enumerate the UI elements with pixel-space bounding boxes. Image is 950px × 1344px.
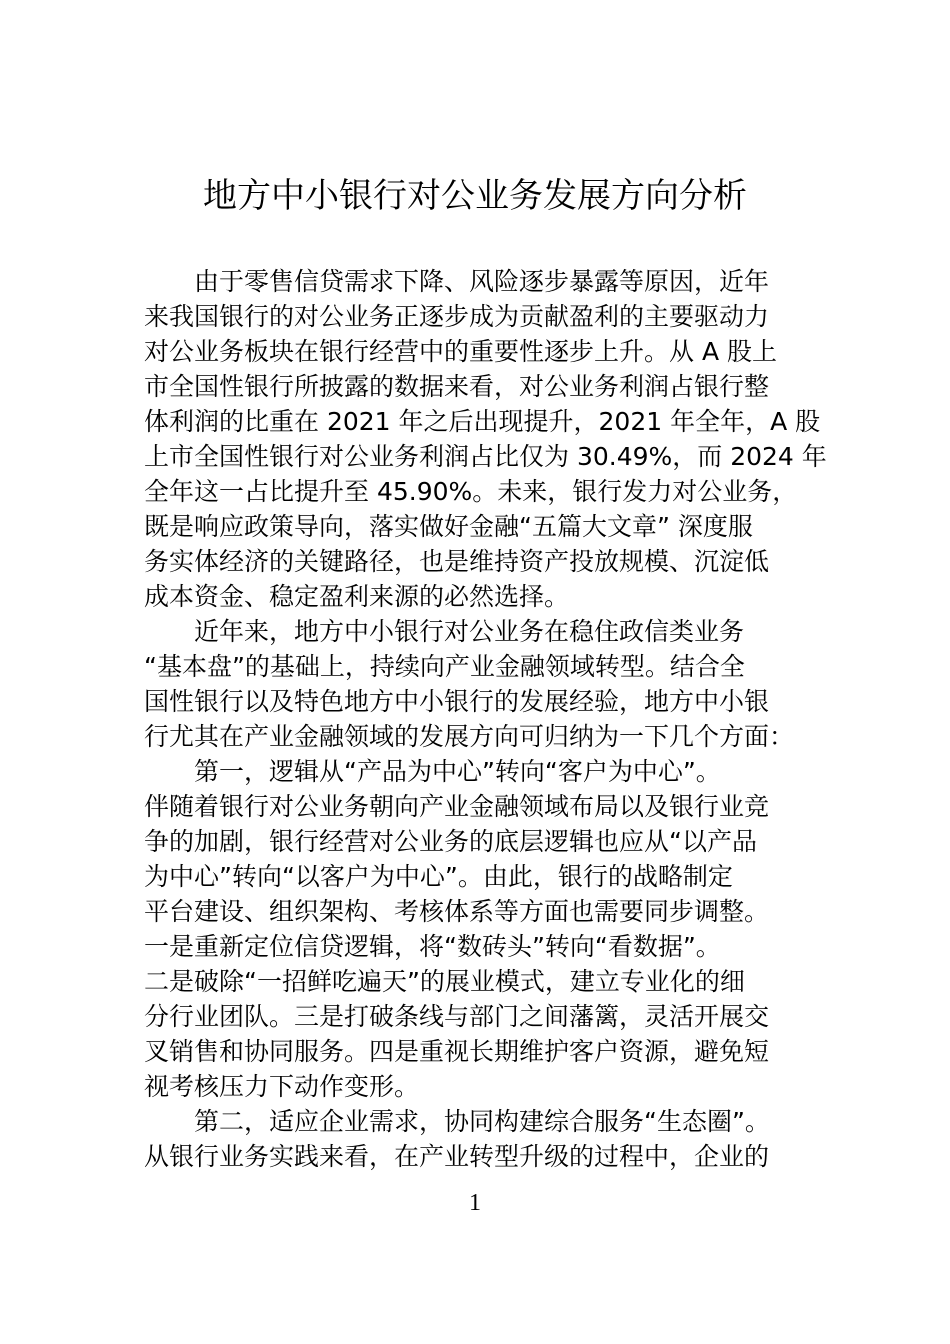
paragraph-line: 对公业务板块在银行经营中的重要性逐步上升。从 A 股上 [144, 337, 777, 366]
paragraph-line: 平台建设、组织架构、考核体系等方面也需要同步调整。 [144, 897, 770, 926]
paragraph-line: 视考核压力下动作变形。 [144, 1072, 420, 1101]
paragraph-line: 体利润的比重在 2021 年之后出现提升，2021 年全年，A 股 [144, 407, 821, 436]
paragraph-line: 近年来，地方中小银行对公业务在稳住政信类业务 [194, 617, 745, 646]
paragraph-line: 二是破除“一招鲜吃遍天”的展业模式，建立专业化的细 [144, 967, 745, 996]
paragraph-line: 市全国性银行所披露的数据来看，对公业务利润占银行整 [144, 372, 770, 401]
page-number: 1 [469, 1190, 481, 1216]
paragraph-line: 争的加剧，银行经营对公业务的底层逻辑也应从“以产品 [144, 827, 757, 856]
paragraph-line: 既是响应政策导向，落实做好金融“五篇大文章” 深度服 [144, 512, 753, 541]
paragraph-line: 成本资金、稳定盈利来源的必然选择。 [144, 582, 570, 611]
paragraph-line: 伴随着银行对公业务朝向产业金融领域布局以及银行业竞 [144, 792, 770, 821]
paragraph-line: 第二，适应企业需求，协同构建综合服务“生态圈”。 [194, 1107, 770, 1136]
paragraph-line: 为中心”转向“以客户为中心”。由此，银行的战略制定 [144, 862, 733, 891]
paragraph-line: 国性银行以及特色地方中小银行的发展经验，地方中小银 [144, 687, 770, 716]
paragraph-line: 上市全国性银行对公业务利润占比仅为 30.49%，而 2024 年 [144, 442, 827, 471]
document-body [144, 264, 827, 1174]
paragraph-line: 由于零售信贷需求下降、风险逐步暴露等原因，近年 [194, 267, 770, 296]
paragraph-line: 从银行业务实践来看，在产业转型升级的过程中，企业的 [144, 1142, 770, 1171]
paragraph-line: “基本盘”的基础上，持续向产业金融领域转型。结合全 [144, 652, 745, 681]
paragraph-line: 行尤其在产业金融领域的发展方向可归纳为一下几个方面： [144, 722, 795, 751]
paragraph-line: 一是重新定位信贷逻辑，将“数砖头”转向“看数据”。 [144, 932, 721, 961]
paragraph-line: 第一，逻辑从“产品为中心”转向“客户为中心”。 [194, 757, 721, 786]
paragraph-line: 分行业团队。三是打破条线与部门之间藩篱，灵活开展交 [144, 1002, 770, 1031]
paragraph-line: 来我国银行的对公业务正逐步成为贡献盈利的主要驱动力 [144, 302, 770, 331]
paragraph-line: 务实体经济的关键路径，也是维持资产投放规模、沉淀低 [144, 547, 770, 576]
document-title: 地方中小银行对公业务发展方向分析 [203, 176, 747, 216]
paragraph-line: 全年这一占比提升至 45.90%。未来，银行发力对公业务， [144, 477, 798, 506]
paragraph-line: 叉销售和协同服务。四是重视长期维护客户资源，避免短 [144, 1037, 770, 1066]
